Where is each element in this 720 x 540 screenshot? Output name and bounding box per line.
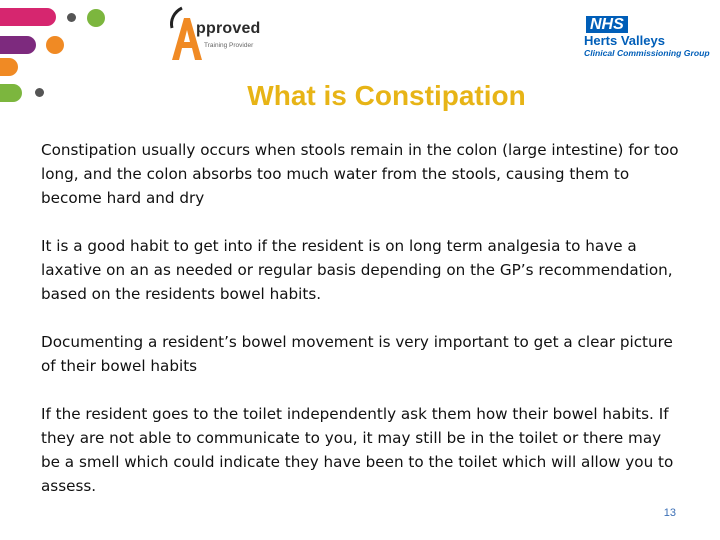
decor-pill-pink-1 (0, 8, 56, 26)
slide-body (41, 138, 681, 522)
nhs-org-name: Herts Valleys (584, 33, 665, 48)
paragraph-definition: Constipation usually occurs when stools remain in the colon (large intestine) for too long, and the colon absorbs too much water from the stools, causing them to become hard and dry (41, 141, 679, 207)
decor-dot-grey-1 (67, 13, 76, 22)
paragraph-laxative: It is a good habit to get into if the resident is on long term analgesia to have a laxative on an as needed or regular basis depending on the GP’s recommendation, based on the residents bowel habits. (41, 237, 673, 303)
nhs-badge: NHS (586, 16, 628, 33)
approved-logo (168, 4, 268, 60)
decor-dot-green-1 (87, 9, 105, 27)
approved-logo-word: pproved (196, 20, 261, 37)
slide-title: What is Constipation (247, 80, 526, 111)
decor-pill-orange (0, 58, 18, 76)
nhs-logo (584, 14, 710, 58)
paragraph-independent: If the resident goes to the toilet independently ask them how their bowel habits. If they are not able to communicate to you, it may still be in the toilet or there may be a smell which could indicate they have been to the toilet which will allow you to assess. (41, 405, 674, 495)
nhs-org-subtitle: Clinical Commissioning Group (584, 48, 710, 58)
approved-logo-tagline: Training Provider (204, 42, 254, 49)
paragraph-documenting: Documenting a resident’s bowel movement is very important to get a clear picture of their bowel habits (41, 333, 673, 375)
page-number: 13 (663, 507, 676, 519)
decor-pill-purple (0, 36, 36, 54)
decor-dot-orange (46, 36, 64, 54)
